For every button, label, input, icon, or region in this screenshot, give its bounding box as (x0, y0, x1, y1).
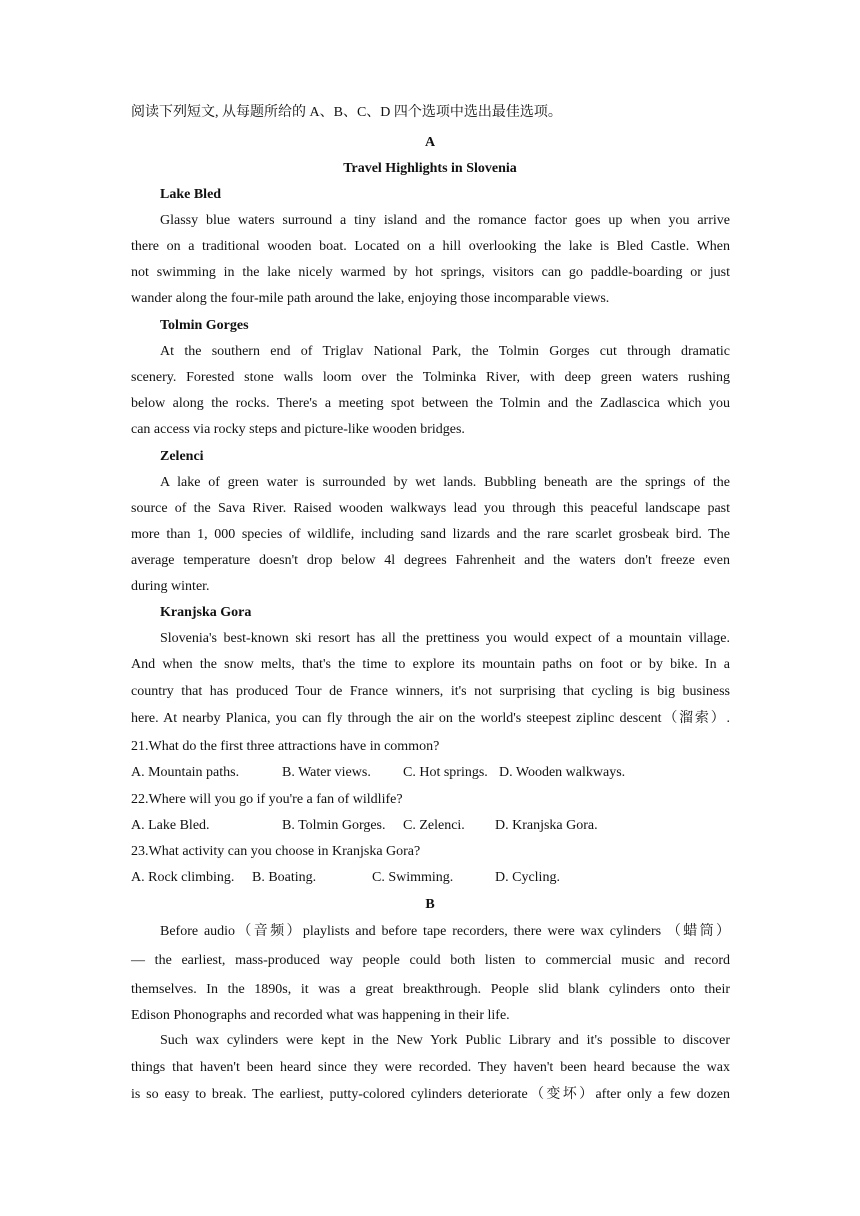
question-stem: 22.Where will you go if you're a fan of wildlife? (131, 792, 403, 807)
body-line: Glassy blue waters surround a tiny island and the romance factor goes up when you arrive (160, 213, 730, 228)
option-a: A. Rock climbing. (131, 870, 235, 885)
body-line: can access via rocky steps and picture-like wooden bridges. (131, 422, 465, 437)
body-line: Slovenia's best-known ski resort has all the prettiness you would expect of a mountain village. (160, 631, 730, 646)
question-stem: 21.What do the first three attractions have in common? (131, 739, 440, 754)
body-line: At the southern end of Triglav National Park, the Tolmin Gorges cut through dramatic (160, 344, 730, 359)
body-line: average temperature doesn't drop below 4l degrees Fahrenheit and the waters don't freeze even (131, 553, 730, 568)
option-d: D. Kranjska Gora. (495, 818, 598, 833)
body-line: things that haven't been heard since they were recorded. They haven't been heard because the wax (131, 1060, 730, 1075)
body-line: A lake of green water is surrounded by wet lands. Bubbling beneath are the springs of the (160, 475, 730, 490)
body-line: more than 1, 000 species of wildlife, including sand lizards and the rare scarlet grosbeak bird. The (131, 527, 730, 542)
option-b: B. Tolmin Gorges. (282, 818, 386, 833)
body-line: And when the snow melts, that's the time to explore its mountain paths on foot or by bike. In a (131, 657, 730, 672)
body-line: here. At nearby Planica, you can fly through the air on the world's steepest ziplinc descent（溜索）. (131, 711, 730, 726)
option-b: B. Boating. (252, 870, 317, 885)
option-a: A. Lake Bled. (131, 818, 210, 833)
body-line: — the earliest, mass-produced way people could both listen to commercial music and record (131, 953, 730, 968)
option-d: D. Cycling. (495, 870, 560, 885)
instruction: 阅读下列短文, 从每题所给的 A、B、C、D 四个选项中选出最佳选项。 (131, 105, 562, 120)
body-line: themselves. In the 1890s, it was a great breakthrough. People slid blank cylinders onto their (131, 982, 730, 997)
option-d: D. Wooden walkways. (499, 765, 626, 780)
section-heading: Tolmin Gorges (160, 318, 249, 333)
body-line: during winter. (131, 579, 210, 594)
section-heading: Kranjska Gora (160, 605, 252, 620)
body-line: Such wax cylinders were kept in the New York Public Library and it's possible to discover (160, 1033, 730, 1048)
section-heading: Lake Bled (160, 187, 222, 202)
body-line: below along the rocks. There's a meeting spot between the Tolmin and the Zadlascica which you (131, 396, 730, 411)
body-line: source of the Sava River. Raised wooden walkways lead you through this peaceful landscape past (131, 501, 730, 516)
body-line: country that has produced Tour de France winners, it's not surprising that cycling is big business (131, 684, 730, 699)
option-a: A. Mountain paths. (131, 765, 240, 780)
body-line: wander along the four-mile path around the lake, enjoying those incomparable views. (131, 291, 610, 306)
body-line: Before audio（音频）playlists and before tape recorders, there were wax cylinders （蜡筒） (160, 924, 730, 939)
option-c: C. Zelenci. (403, 818, 465, 833)
passage-a-title: Travel Highlights in Slovenia (343, 161, 517, 176)
option-b: B. Water views. (282, 765, 371, 780)
option-c: C. Swimming. (372, 870, 454, 885)
passage-b-label: B (425, 897, 435, 912)
body-line: not swimming in the lake nicely warmed by hot springs, visitors can go paddle-boarding or just (131, 265, 730, 280)
section-heading: Zelenci (160, 449, 204, 464)
body-line: scenery. Forested stone walls loom over the Tolminka River, with deep green waters rushing (131, 370, 730, 385)
body-line: Edison Phonographs and recorded what was happening in their life. (131, 1008, 510, 1023)
option-c: C. Hot springs. (403, 765, 488, 780)
body-line: there on a traditional wooden boat. Located on a hill overlooking the lake is Bled Castle. When (131, 239, 730, 254)
body-line: is so easy to break. The earliest, putty-colored cylinders deteriorate（变坏）after only a few dozen (131, 1087, 730, 1102)
question-stem: 23.What activity can you choose in Kranjska Gora? (131, 844, 421, 859)
passage-a-label: A (424, 135, 436, 150)
